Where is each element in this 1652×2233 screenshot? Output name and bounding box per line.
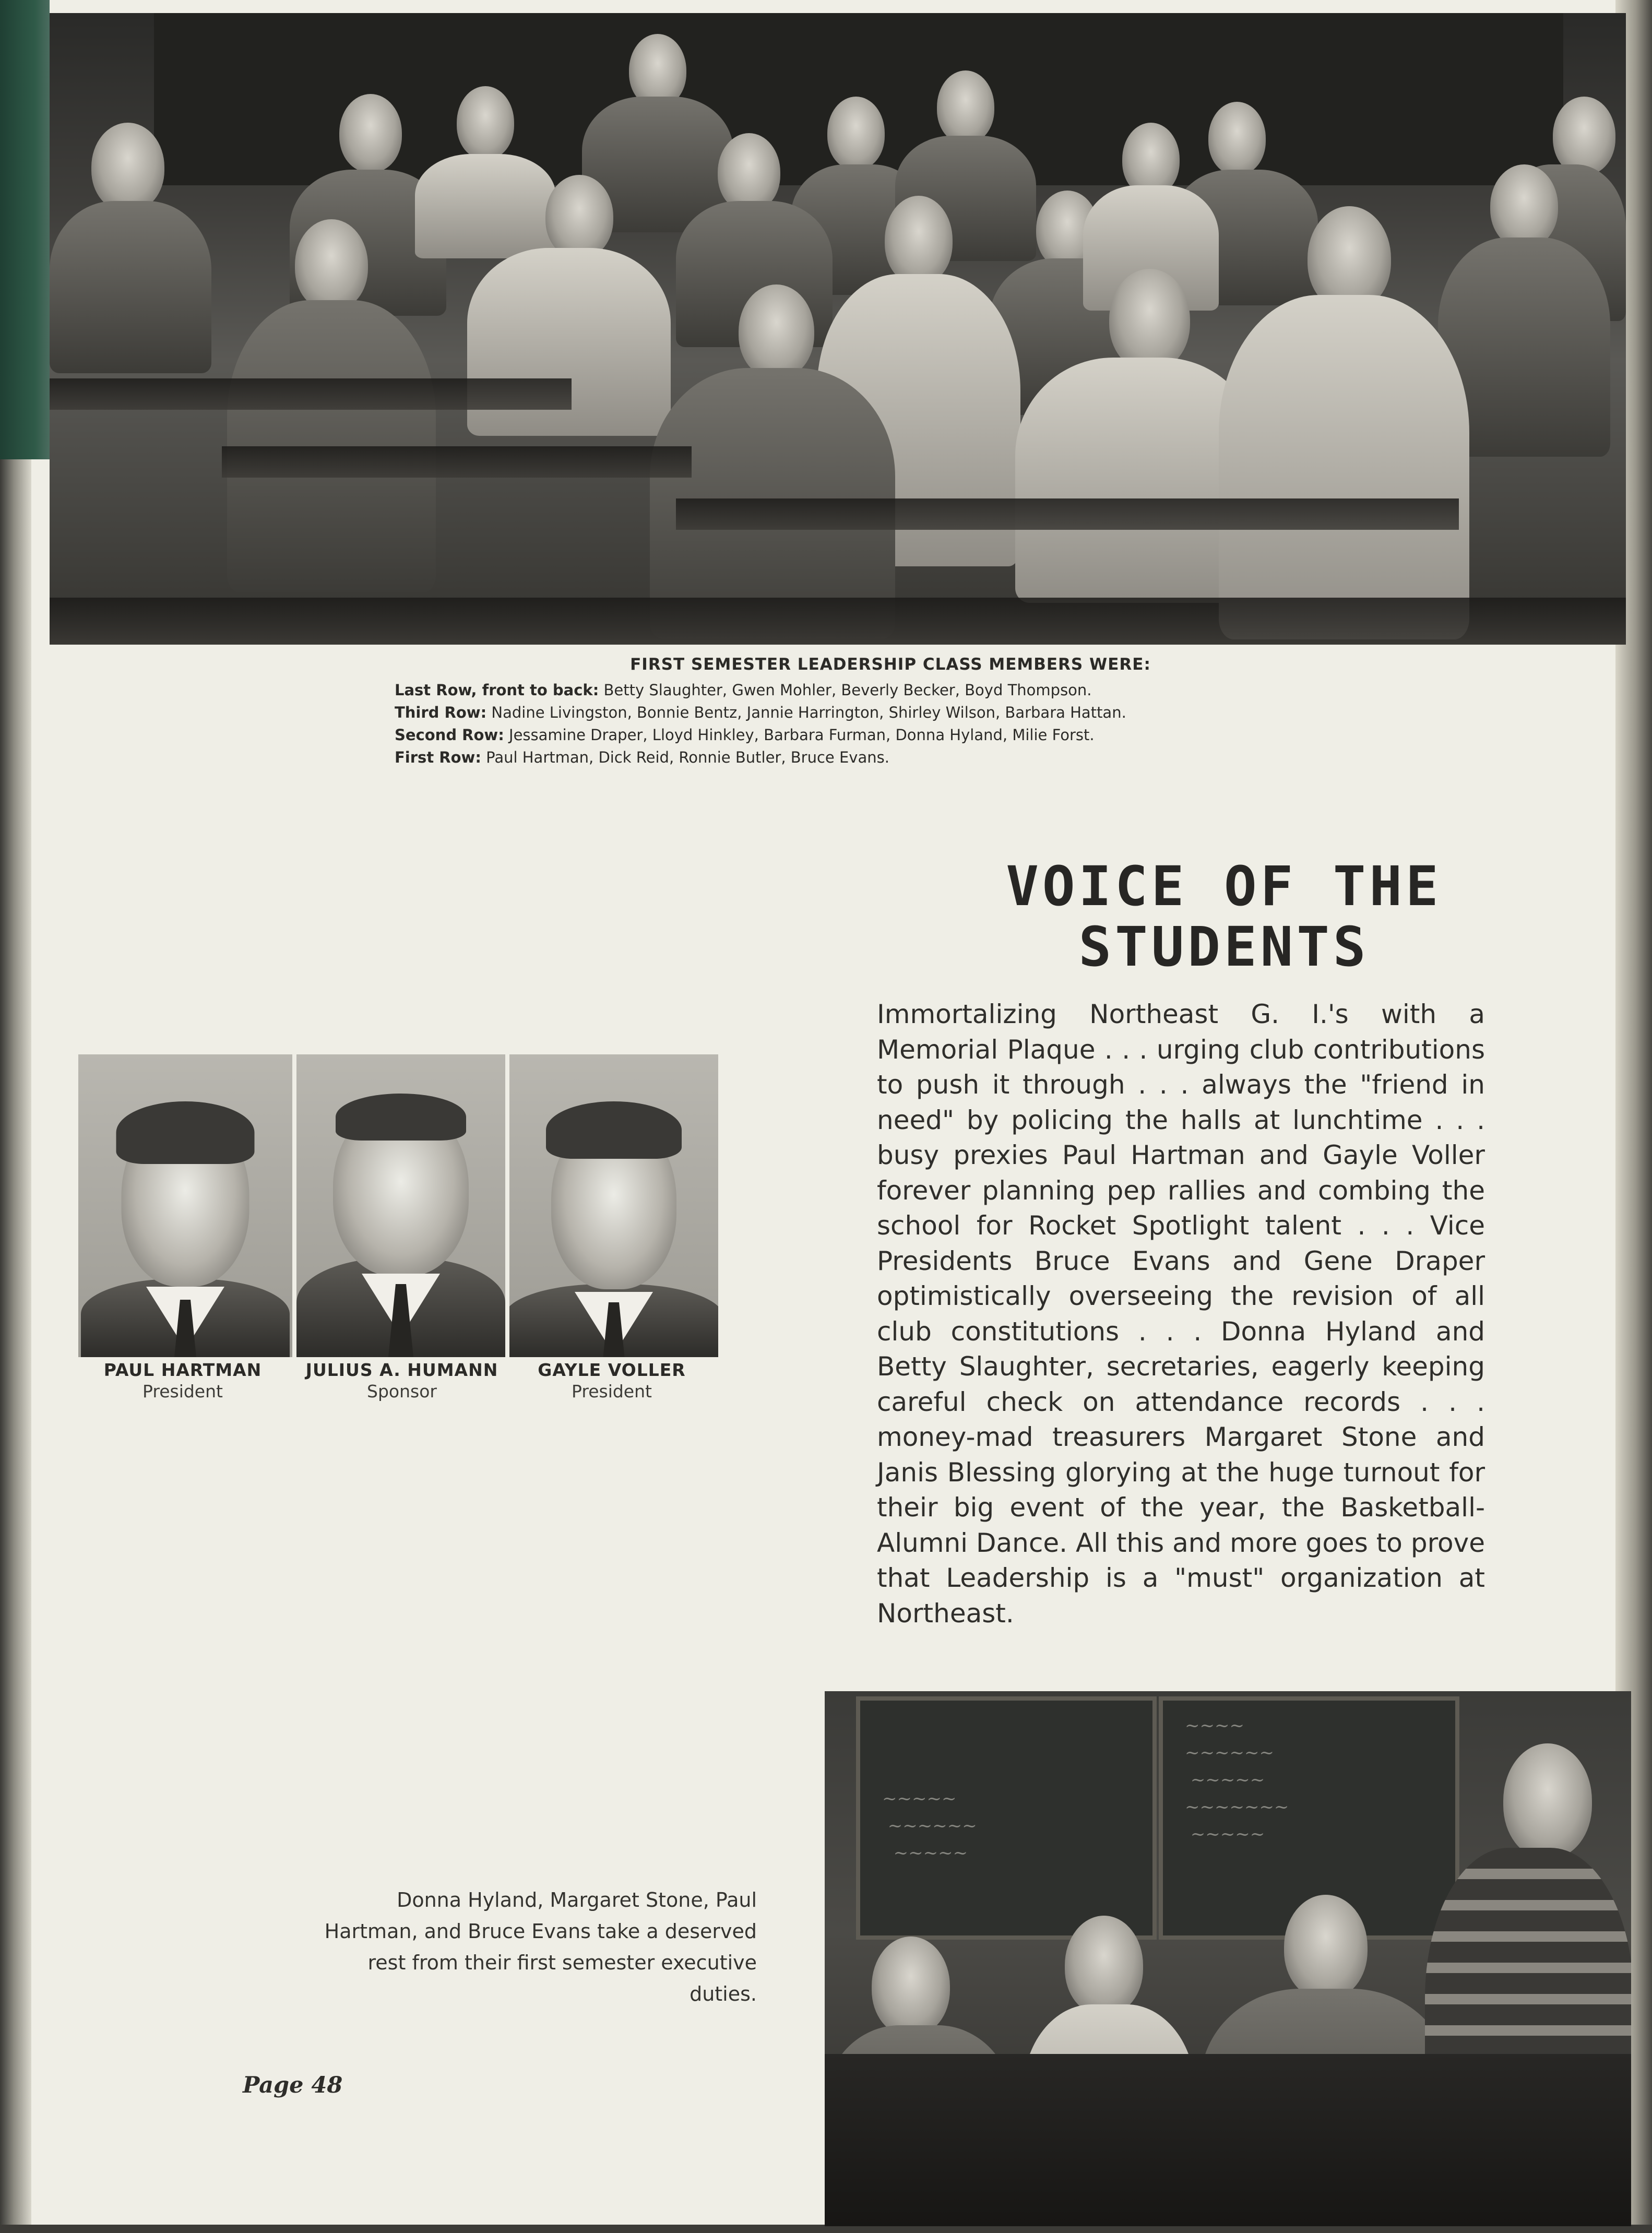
portrait-julius-humann <box>296 1054 505 1357</box>
article-headline: VOICE OF THE STUDENTS <box>1006 854 1442 979</box>
caption-row-first: First Row: Paul Hartman, Dick Reid, Ronnie Butler, Bruce Evans. <box>395 749 889 766</box>
caption-row-third: Third Row: Nadine Livingston, Bonnie Bentz, Jannie Harrington, Shirley Wilson, Barbara Hattan. <box>395 704 1126 721</box>
article-body: Immortalizing Northeast G. I.'s with a Memorial Plaque . . . urging club contributions to push it through . . . always the "friend in need" by policing the halls at lunchtime . . . busy prexies Paul Hartman and Gayle Voller forever planning pep rallies and combing the school for Rocket Spotlight talent . . . Vice Presidents Bruce Evans and Gene Draper optimistically overseeing the revision of all club constitutions . . . Donna Hyland and Betty Slaughter, secretaries, eagerly keeping careful check on attendance records . . . money-mad treasurers Margaret Stone and Janis Blessing glorying at the huge turnout for their big event of the year, the Basketball-Alumni Dance. All this and more goes to prove that Leadership is a "must" organization at Northeast. <box>877 999 1485 1629</box>
portrait-gayle-voller <box>509 1054 718 1357</box>
class-photo-caption <box>395 655 1386 769</box>
portrait-label-2: JULIUS A. HUMANN Sponsor <box>305 1360 498 1401</box>
portrait-paul-hartman <box>78 1054 292 1357</box>
portrait-label-3: GAYLE VOLLER President <box>538 1360 686 1401</box>
caption-row-last: Last Row, front to back: Betty Slaughter, Gwen Mohler, Beverly Becker, Boyd Thompson. <box>395 681 1092 699</box>
table <box>825 2054 1631 2226</box>
caption-title: FIRST SEMESTER LEADERSHIP CLASS MEMBERS WERE: <box>630 655 1151 674</box>
leadership-class-photo <box>50 13 1626 645</box>
portrait-label-1: PAUL HARTMAN President <box>103 1360 262 1401</box>
officers-photo-caption: Donna Hyland, Margaret Stone, Paul Hartman, and Bruce Evans take a deserved rest from their first semester executive duties. <box>324 1888 757 2005</box>
page-number: Page 48 <box>243 2072 343 2098</box>
green-cover-edge <box>0 0 50 459</box>
officers-photo: ~~~~~ ~~~~~~ ~~~~~ ~~~~ ~~~~~~ ~~~~~ ~~~~~~~ ~~~~~ <box>825 1691 1631 2226</box>
caption-row-second: Second Row: Jessamine Draper, Lloyd Hinkley, Barbara Furman, Donna Hyland, Milie Forst. <box>395 726 1095 744</box>
